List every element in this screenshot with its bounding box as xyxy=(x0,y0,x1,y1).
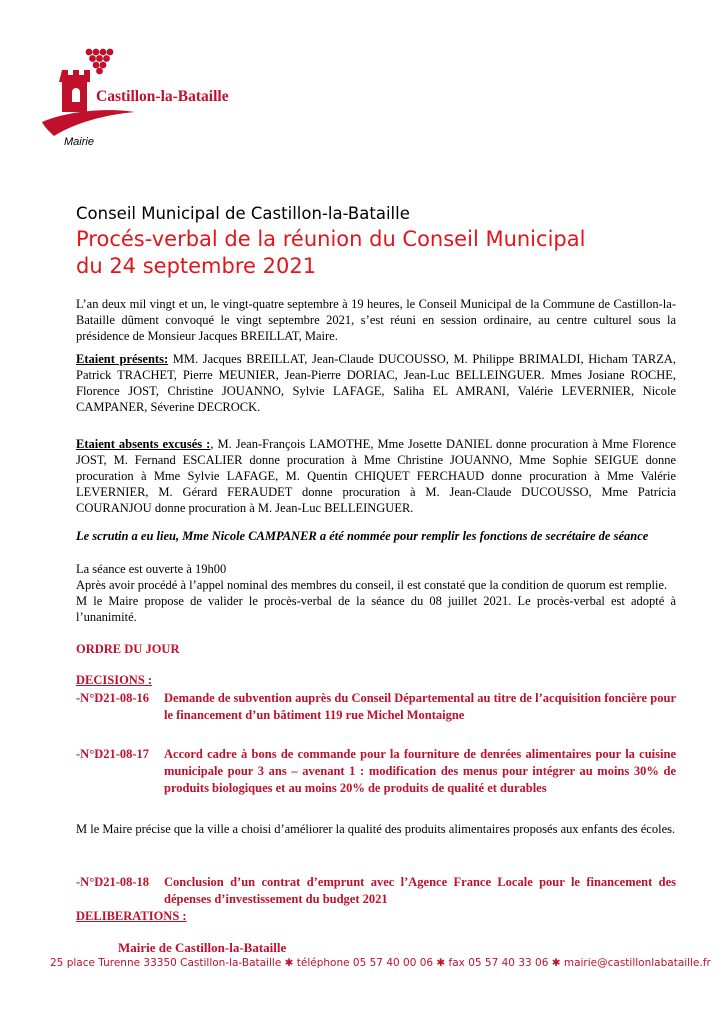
absent-label: Etaient absents excusés : xyxy=(76,437,211,451)
present-paragraph xyxy=(76,351,676,415)
title-line-1: Procés-verbal de la réunion du Conseil Municipal xyxy=(76,227,586,251)
quorum-text: Après avoir procédé à l’appel nominal des membres du conseil, il est constaté que la condition de quorum est remplie. xyxy=(76,578,668,592)
swoosh-icon xyxy=(42,110,135,136)
present-label: Etaient présents: xyxy=(76,352,169,366)
decision-text: Accord cadre à bons de commande pour la fourniture de denrées alimentaires pour la cuisine municipale pour 3 ans – avenant 1 : modification des menus pour intégrer au moins 30% de produits biologiques et au moins 20% de produits de qualité et durables xyxy=(164,747,676,795)
document-title xyxy=(76,226,585,280)
intro-paragraph: L’an deux mil vingt et un, le vingt-quatre septembre à 19 heures, le Conseil Municipal de la Commune de Castillon-la-Bataille dûment convoqué le vingt septembre 2021, s’est réuni en session ordinaire, au centre culturel sous la présidence de Monsieur Jacques BREILLAT, Maire. xyxy=(76,297,676,343)
footer-name: Mairie de Castillon-la-Bataille xyxy=(118,940,287,955)
absent-list: , M. Jean-François LAMOTHE, Mme Josette DANIEL donne procuration à Mme Florence JOST, M. Fernand ESCALIER donne procuration à Mme Christine JOUANNO, Mme Sophie SEIGUE donne procuration à Mme Sylvie LAFAGE, M. Quentin CHIQUET FERCHAUD donne procuration à Mme Valérie LEVERNIER, M. Gérard FERAUDET donne procuration à M. Jean-Claude DUCOUSSO, Mme Patricia COURANJOU donne procuration à M. Jean-Luc BELLEINGUER. xyxy=(76,437,676,515)
decisions-title: DECISIONS : xyxy=(76,673,153,687)
decision-code: -N°D21-08-17 xyxy=(76,747,150,761)
footer-address: 25 place Turenne 33350 Castillon-la-Bataille ✱ téléphone 05 57 40 00 06 ✱ fax 05 57 40 33 06 ✱ mairie@castillonlabataille.fr xyxy=(50,957,711,969)
decision-item xyxy=(76,746,676,800)
logo-name: Castillon-la-Bataille xyxy=(96,88,229,105)
decision-item xyxy=(76,874,676,910)
decision-text: Conclusion d’un contrat d’emprunt avec l’Agence France Locale pour le financement des dépenses d’investissement du budget 2021 xyxy=(164,875,676,906)
deliberations-title: DELIBERATIONS : xyxy=(76,909,187,923)
agenda-title: ORDRE DU JOUR xyxy=(76,642,180,656)
decision-text: Demande de subvention auprès du Conseil Départemental au titre de l’acquisition foncière pour le financement d’un bâtiment 119 rue Michel Montaigne xyxy=(164,691,676,722)
logo-subtitle: Mairie xyxy=(64,136,94,148)
pv-text: M le Maire propose de valider le procès-verbal de la séance du 08 juillet 2021. Le procès-verbal est adopté à l’unanimité. xyxy=(76,594,676,624)
castle-icon xyxy=(59,70,90,112)
present-list: MM. Jacques BREILLAT, Jean-Claude DUCOUSSO, M. Philippe BRIMALDI, Hicham TARZA, Patrick TRACHET, Pierre MEUNIER, Jean-Pierre DORIAC, Jean-Luc BELLEINGUER. Mmes Josiane ROCHE, Florence JOST, Christine JOUANNO, Sylvie LAFAGE, Saliha EL AMRANI, Valérie LEVERNIER, Nicole CAMPANER, Séverine DECROCK. xyxy=(76,352,676,414)
decision-code: -N°D21-08-16 xyxy=(76,691,150,705)
decision-code: -N°D21-08-18 xyxy=(76,875,150,889)
mayor-note: M le Maire précise que la ville a choisi d’améliorer la qualité des produits alimentaires proposés aux enfants des écoles. xyxy=(76,822,676,836)
absent-paragraph xyxy=(76,436,676,516)
title-line-2: du 24 septembre 2021 xyxy=(76,254,317,278)
session-block xyxy=(76,561,676,625)
session-opened: La séance est ouverte à 19h00 xyxy=(76,562,227,576)
scrutin-paragraph: Le scrutin a eu lieu, Mme Nicole CAMPANER a été nommée pour remplir les fonctions de secrétaire de séance xyxy=(76,529,649,543)
council-name: Conseil Municipal de Castillon-la-Bataille xyxy=(76,204,410,223)
decision-item xyxy=(76,690,676,726)
